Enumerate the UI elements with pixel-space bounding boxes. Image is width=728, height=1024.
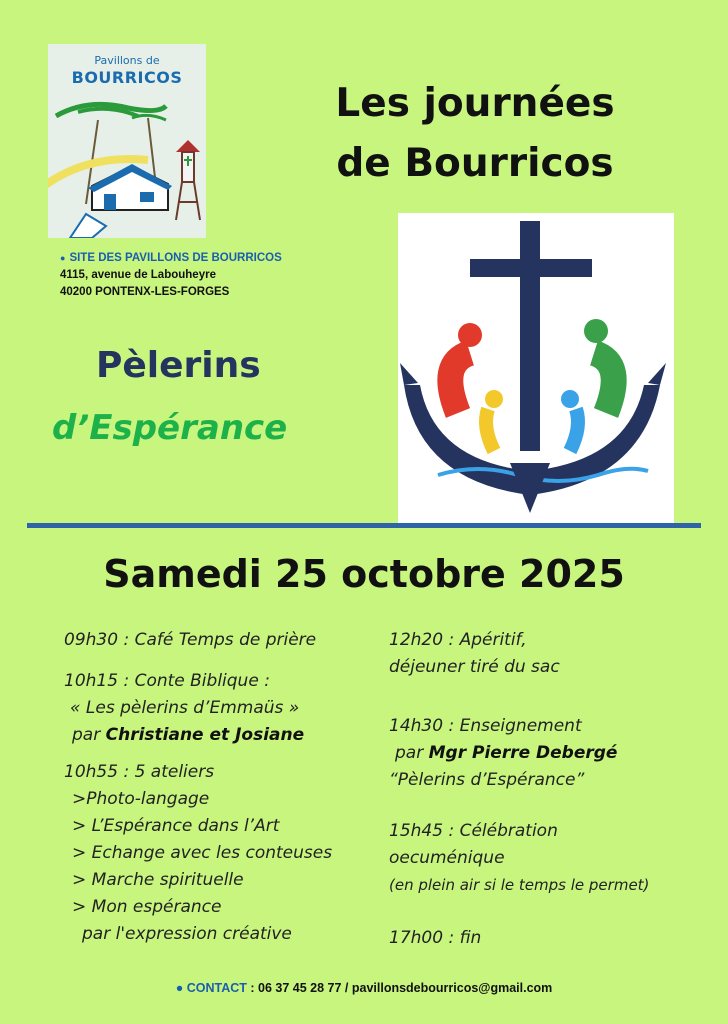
- program-right: [389, 627, 649, 952]
- divider-line: [27, 523, 701, 528]
- anchor-cross-image: [398, 213, 674, 523]
- program-item: (en plein air si le temps le permet): [389, 876, 650, 894]
- logo-top-text: Pavillons de: [94, 54, 160, 67]
- program-item: 12h20 : Apéritif,: [389, 630, 527, 650]
- title-line-1: Les journées: [335, 81, 615, 126]
- subtitle-line-1: Pèlerins: [96, 345, 261, 386]
- site-name: SITE DES PAVILLONS DE BOURRICOS: [69, 252, 282, 264]
- speaker-name: Christiane et Josiane: [105, 725, 305, 745]
- program-item: par l'expression créative: [82, 924, 292, 944]
- program-item: « Les pèlerins d’Emmaüs »: [70, 698, 300, 718]
- program-item: 09h30 : Café Temps de prière: [64, 630, 317, 650]
- event-date: Samedi 25 octobre 2025: [103, 552, 625, 596]
- program-item: 15h45 : Célébration: [389, 821, 558, 841]
- bullet-icon: ●: [175, 981, 187, 995]
- contact-line: ● CONTACT : 06 37 45 28 77 / pavillonsdebourricos@gmail.com: [175, 981, 553, 995]
- program-item: > Marche spirituelle: [72, 870, 244, 890]
- program-item: > Echange avec les conteuses: [72, 843, 333, 863]
- main-title: [270, 74, 680, 194]
- program-item: > L’Espérance dans l’Art: [72, 816, 280, 836]
- program-item: oecuménique: [389, 848, 505, 868]
- logo-name: BOURRICOS: [71, 68, 183, 87]
- program-item: déjeuner tiré du sac: [389, 657, 560, 677]
- contact-label: CONTACT: [186, 981, 247, 995]
- bourricos-logo: [48, 44, 206, 238]
- anchor-cross-icon: [398, 213, 674, 523]
- address-street: 4115, avenue de Labouheyre: [60, 269, 216, 281]
- subtitle-line-2: d’Espérance: [52, 408, 288, 448]
- title-line-2: de Bourricos: [336, 141, 614, 186]
- program-item: 17h00 : fin: [389, 928, 482, 948]
- contact-value: 06 37 45 28 77 / pavillonsdebourricos@gmail.com: [258, 981, 553, 995]
- address-block: [60, 250, 282, 301]
- address-city: 40200 PONTENX-LES-FORGES: [60, 286, 230, 298]
- pavilion-drawing-icon: [48, 94, 206, 238]
- program-item: > Mon espérance: [72, 897, 222, 917]
- program-item: par Christiane et Josiane: [72, 725, 305, 745]
- bullet-icon: ●: [60, 253, 66, 263]
- program-item: par Mgr Pierre Debergé: [395, 743, 618, 763]
- program-item: 14h30 : Enseignement: [389, 716, 582, 736]
- program-left: [64, 627, 332, 948]
- program-item: “Pèlerins d’Espérance”: [389, 770, 585, 790]
- program-item: 10h55 : 5 ateliers: [64, 762, 215, 782]
- speaker-name: Mgr Pierre Debergé: [428, 743, 618, 763]
- program-item: >Photo-langage: [72, 789, 210, 809]
- program-item: 10h15 : Conte Biblique :: [64, 671, 270, 691]
